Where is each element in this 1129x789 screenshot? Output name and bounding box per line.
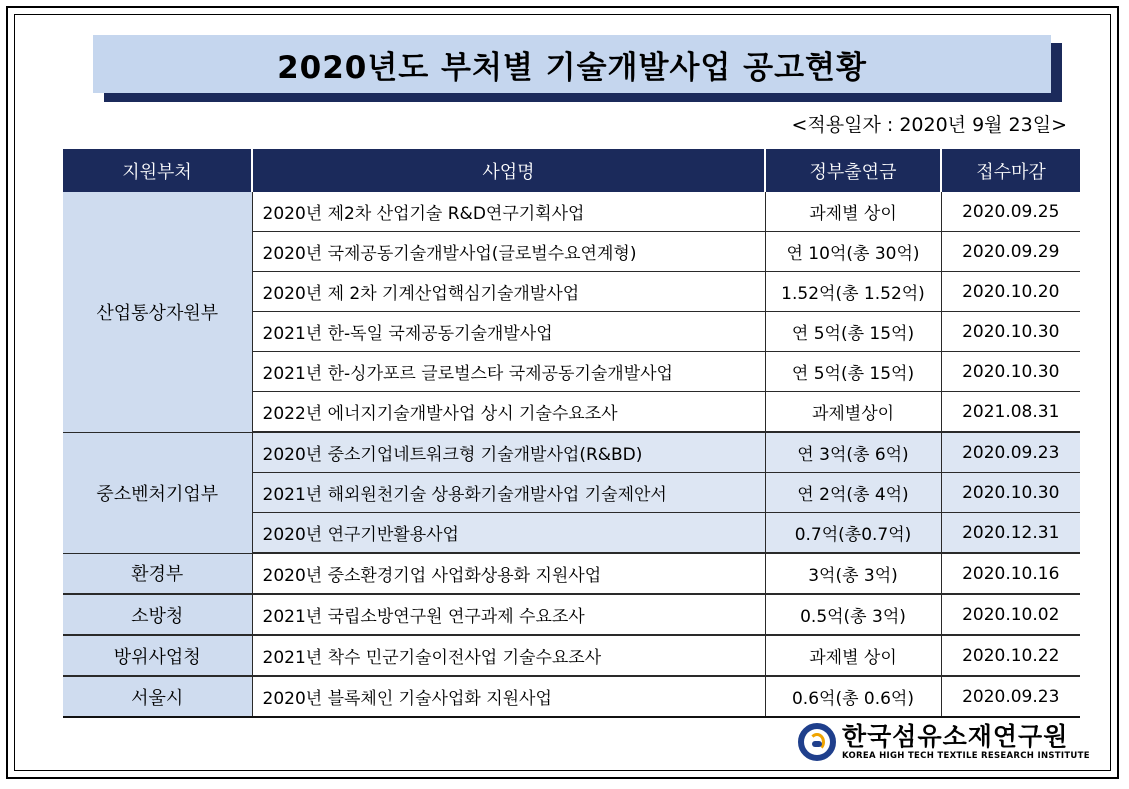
deadline-date: 2020.10.30 [941,352,1080,392]
dept-cell: 서울시 [63,676,252,717]
deadline-date: 2020.10.22 [941,635,1080,676]
page-title: 2020년도 부처별 기술개발사업 공고현황 [93,35,1051,93]
deadline-date: 2021.08.31 [941,392,1080,433]
dept-cell: 산업통상자원부 [63,192,252,432]
dept-cell: 환경부 [63,553,252,594]
header-dept: 지원부처 [63,149,252,192]
table-row [63,676,1080,717]
fund-amount: 연 5억(총 15억) [765,312,941,352]
effective-date: <적용일자 : 2020년 9월 23일> [791,114,1067,136]
fund-amount: 0.7억(총0.7억) [765,513,941,554]
header-fund: 정부출연금 [765,149,941,192]
dept-cell: 소방청 [63,594,252,635]
deadline-date: 2020.10.16 [941,553,1080,594]
project-name: 2022년 에너지기술개발사업 상시 기술수요조사 [252,392,765,433]
project-name: 2020년 중소기업네트워크형 기술개발사업(R&BD) [252,432,765,473]
deadline-date: 2020.09.23 [941,676,1080,717]
institute-logo [798,723,1090,761]
project-name: 2021년 국립소방연구원 연구과제 수요조사 [252,594,765,635]
table-row [63,594,1080,635]
institute-name-kr: 한국섬유소재연구원 [842,722,1069,751]
deadline-date: 2020.09.29 [941,232,1080,272]
fund-amount: 과제별 상이 [765,635,941,676]
dept-cell: 방위사업청 [63,635,252,676]
fund-amount: 연 2억(총 4억) [765,473,941,513]
project-name: 2020년 제 2차 기계산업핵심기술개발사업 [252,272,765,312]
deadline-date: 2020.10.30 [941,312,1080,352]
deadline-date: 2020.10.30 [941,473,1080,513]
fund-amount: 0.6억(총 0.6억) [765,676,941,717]
institute-emblem-icon [798,723,836,761]
project-name: 2021년 한-싱가포르 글로벌스타 국제공동기술개발사업 [252,352,765,392]
fund-amount: 연 10억(총 30억) [765,232,941,272]
fund-amount: 0.5억(총 3억) [765,594,941,635]
table-row [63,553,1080,594]
deadline-date: 2020.12.31 [941,513,1080,554]
fund-amount: 과제별상이 [765,392,941,433]
institute-name-en: KOREA HIGH TECH TEXTILE RESEARCH INSTITUTE [842,751,1090,761]
table-row [63,635,1080,676]
project-name: 2020년 제2차 산업기술 R&D연구기획사업 [252,192,765,232]
header-deadline: 접수마감 [941,149,1080,192]
table-header-row [63,149,1080,192]
project-name: 2021년 한-독일 국제공동기술개발사업 [252,312,765,352]
fund-amount: 연 3억(총 6억) [765,432,941,473]
project-name: 2021년 해외원천기술 상용화기술개발사업 기술제안서 [252,473,765,513]
fund-amount: 3억(총 3억) [765,553,941,594]
deadline-date: 2020.09.23 [941,432,1080,473]
table-row [63,432,1080,473]
deadline-date: 2020.10.20 [941,272,1080,312]
table-row [63,192,1080,232]
project-name: 2020년 중소환경기업 사업화상용화 지원사업 [252,553,765,594]
project-name: 2021년 착수 민군기술이전사업 기술수요조사 [252,635,765,676]
deadline-date: 2020.10.02 [941,594,1080,635]
fund-amount: 과제별 상이 [765,192,941,232]
fund-amount: 연 5억(총 15억) [765,352,941,392]
dept-cell: 중소벤처기업부 [63,432,252,553]
fund-amount: 1.52억(총 1.52억) [765,272,941,312]
deadline-date: 2020.09.25 [941,192,1080,232]
header-project: 사업명 [252,149,765,192]
notice-table [63,149,1080,718]
project-name: 2020년 연구기반활용사업 [252,513,765,554]
project-name: 2020년 국제공동기술개발사업(글로벌수요연계형) [252,232,765,272]
project-name: 2020년 블록체인 기술사업화 지원사업 [252,676,765,717]
